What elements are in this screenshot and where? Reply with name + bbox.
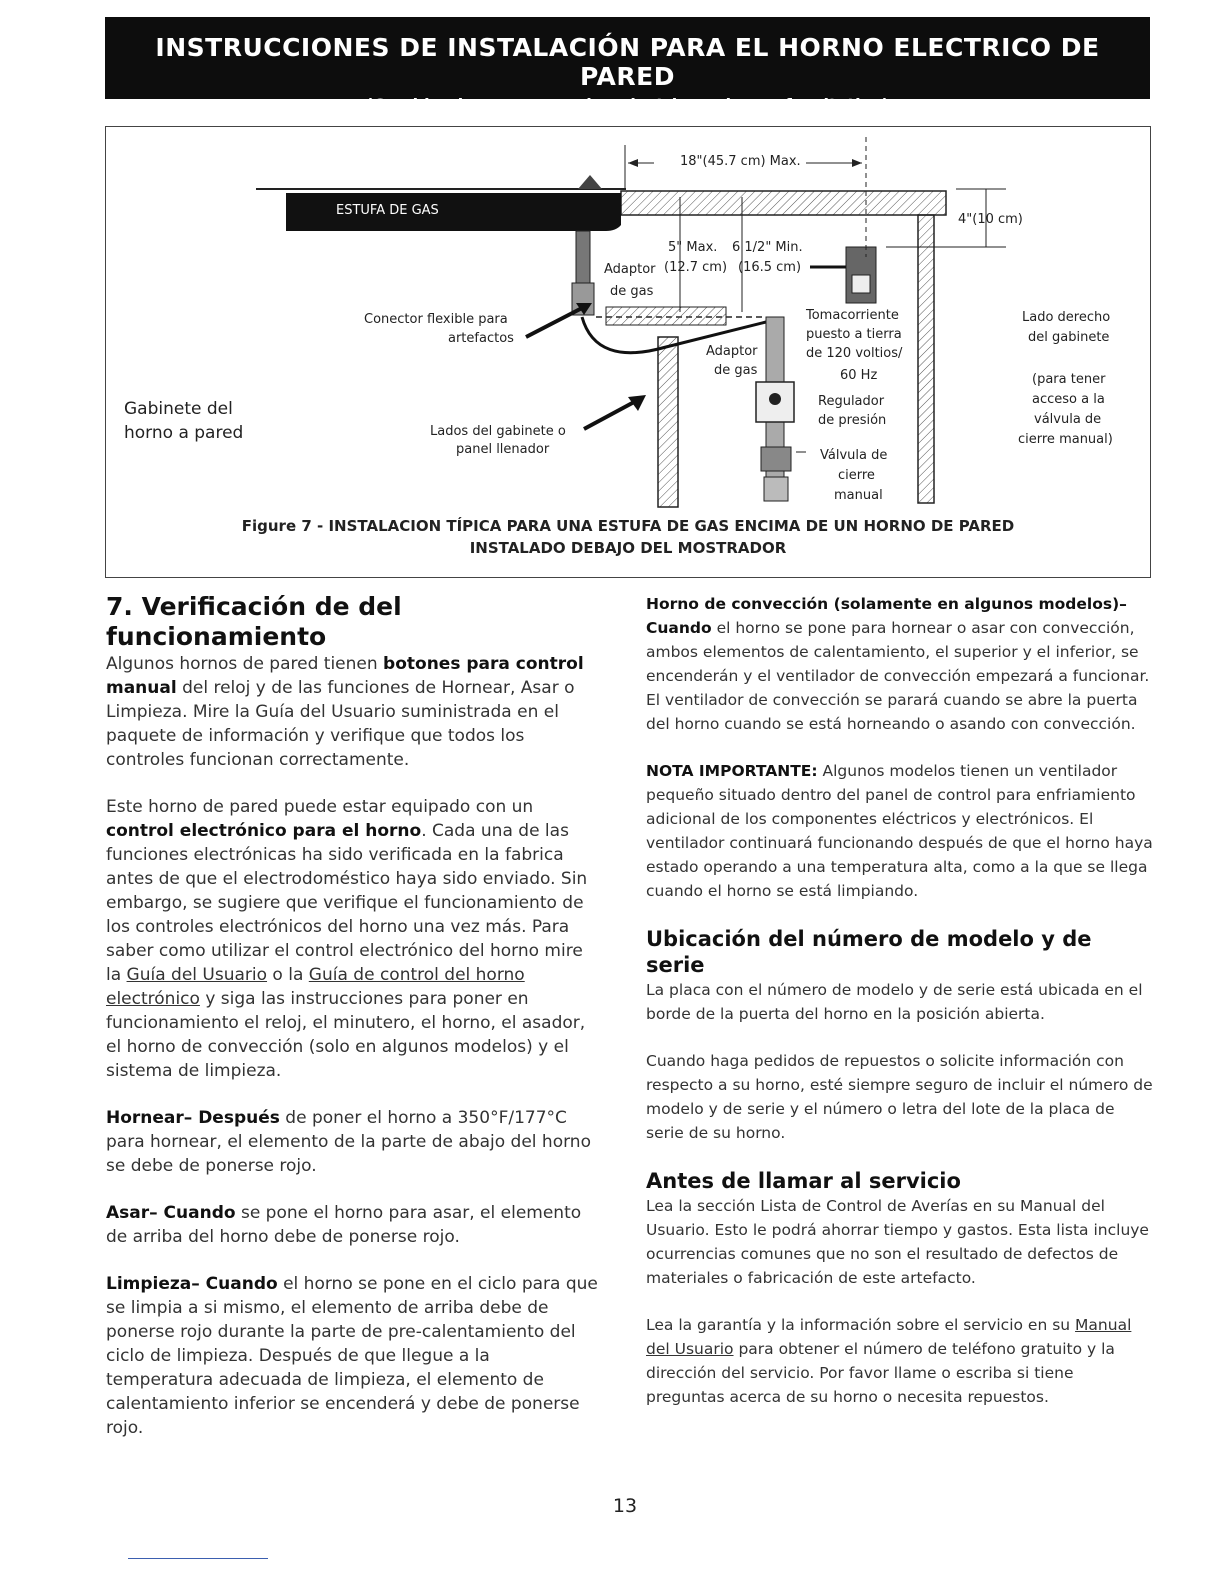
adaptor-mid-label-2: de gas bbox=[714, 363, 758, 378]
left-column bbox=[106, 592, 601, 1463]
connector-label-2: artefactos bbox=[448, 331, 514, 346]
outlet-label-3: de 120 voltios/ bbox=[806, 346, 903, 361]
right-cabinet-wall bbox=[918, 215, 934, 503]
link-electronic-guide: Guía de control del horno electrónico bbox=[106, 965, 525, 1009]
regulator-label-2: de presión bbox=[818, 413, 887, 428]
paragraph-clean: Limpieza– Cuando el horno se pone en el ciclo para que se limpia a si mismo, el elemento de arriba debe de ponerse rojo durante la parte de pre-calentamiento del ciclo de limpieza. Después de que llegue a la temperatura adecuada de limpieza, el elemento de calentamiento inferior se encenderá y debe de ponerse rojo. bbox=[106, 1274, 598, 1438]
dim-5max-cm: (12.7 cm) bbox=[664, 260, 728, 275]
page-header bbox=[105, 17, 1150, 114]
oven-cabinet-label-2: horno a pared bbox=[124, 423, 244, 443]
cabinet-sides-label-2: panel llenador bbox=[456, 442, 550, 457]
paragraph-electronic-control: Este horno de pared puede estar equipado con un control electrónico para el horno. Cada una de las funciones electrónicas ha sido verificada en la fabrica antes de que el electrodoméstico haya sido enviado. Sin embargo, se sugiere que verifique el funcionamiento de los controles electrónicos del horno una vez más. Para saber como utilizar el control electrónico del horno mire la Guía del Usuario o la Guía de control del horno electrónico y siga las instrucciones para poner en funcionamiento el reloj, el minutero, el horno, el asador, el horno de convección (solo en algunos modelos) y el sistema de limpieza. bbox=[106, 797, 588, 1081]
paragraph-important-note: NOTA IMPORTANTE: Algunos modelos tienen un ventilador pequeño situado dentro del panel de control para enfriamiento adicional de los componentes eléctricos y electrónicos. El ventilador continuará funcionando después de que el horno haya estado operando a una temperatura alta, como a la que se llega cuando el horno se está limpiando. bbox=[646, 762, 1153, 900]
connector-label: Conector flexible para bbox=[364, 312, 508, 327]
access-label-3: válvula de bbox=[1034, 412, 1102, 427]
paragraph-troubleshooting: Lea la sección Lista de Control de Averías en su Manual del Usuario. Esto le podrá ahorrar tiempo y gastos. Esta lista incluye ocurrencias comunes que no son el resultado de defectos de materiales o fabricación de este artefacto. bbox=[646, 1197, 1149, 1287]
installation-diagram bbox=[106, 127, 1150, 577]
link-user-manual: Manual del Usuario bbox=[646, 1316, 1132, 1358]
paragraph-model-plate: La placa con el número de modelo y de serie está ubicada en el borde de la puerta del horno en la posición abierta. bbox=[646, 981, 1143, 1023]
paragraph-ordering-parts: Cuando haga pedidos de repuestos o solicite información con respecto a su horno, esté siempre seguro de incluir el número de modelo y de serie y el número o letra del lote de la placa de serie de su horno. bbox=[646, 1052, 1153, 1142]
valve-icon bbox=[761, 447, 791, 471]
pipe-horizontal bbox=[606, 307, 726, 325]
valve-label-2: cierre bbox=[838, 468, 875, 483]
right-side-label-2: del gabinete bbox=[1028, 330, 1110, 345]
adaptor-mid-label: Adaptor bbox=[706, 344, 758, 359]
access-label-2: acceso a la bbox=[1032, 392, 1105, 407]
figure-caption bbox=[106, 515, 1150, 559]
page-number: 13 bbox=[612, 1495, 638, 1517]
cabinet-sides-label-1: Lados del gabinete o bbox=[430, 424, 566, 439]
paragraph-bake: Hornear– Después de poner el horno a 350°F/177°C para hornear, el elemento de la parte de abajo del horno se debe de ponerse rojo. bbox=[106, 1108, 591, 1176]
paragraph-broil: Asar– Cuando se pone el horno para asar, el elemento de arriba del horno debe de ponerse rojo. bbox=[106, 1203, 582, 1247]
section-heading-verification: 7. Verificación de del funcionamiento bbox=[106, 592, 402, 651]
access-label-4: cierre manual) bbox=[1018, 432, 1113, 447]
left-cabinet-side bbox=[658, 337, 678, 507]
dim-5max-label: 5" Max. bbox=[668, 240, 718, 255]
outlet-label-1: Tomacorriente bbox=[806, 308, 899, 323]
caption-line-1: Figure 7 - INSTALACION TÍPICA PARA UNA ESTUFA DE GAS ENCIMA DE UN HORNO DE PARED bbox=[241, 517, 1015, 535]
dim-top-label: 18"(45.7 cm) Max. bbox=[680, 154, 801, 169]
header-title: INSTRUCCIONES DE INSTALACIÓN PARA EL HORNO ELECTRICO DE PARED bbox=[155, 33, 1100, 91]
outlet-label-2: puesto a tierra bbox=[806, 327, 902, 342]
footer-rule bbox=[128, 1558, 268, 1559]
countertop bbox=[621, 191, 946, 215]
right-side-label-1: Lado derecho bbox=[1022, 310, 1111, 325]
dim-right-label: 4"(10 cm) bbox=[958, 212, 1023, 227]
right-column bbox=[646, 592, 1156, 1432]
paragraph-manual-controls: Algunos hornos de pared tienen botones para control manual del reloj y de las funciones de Hornear, Asar o Limpieza. Mire la Guía del Usuario suministrada en el paquete de información y verifique que todos los controles funcionan correctamente. bbox=[106, 654, 584, 770]
caption-line-2: INSTALADO DEBAJO DEL MOSTRADOR bbox=[469, 539, 787, 557]
link-user-guide: Guía del Usuario bbox=[126, 965, 268, 985]
outlet-label-4: 60 Hz bbox=[840, 368, 878, 383]
dim-612min-cm: (16.5 cm) bbox=[738, 260, 802, 275]
adaptor-top-label-2: de gas bbox=[610, 284, 654, 299]
dim-612min-label: 6 1/2" Min. bbox=[732, 240, 803, 255]
stove-label: ESTUFA DE GAS bbox=[336, 203, 439, 218]
section-heading-model-serial: Ubicación del número de modelo y de serie bbox=[646, 927, 1092, 977]
adaptor-top-label: Adaptor bbox=[604, 262, 656, 277]
valve-label-1: Válvula de bbox=[820, 448, 888, 463]
burner-icon bbox=[578, 175, 602, 189]
figure-7 bbox=[105, 126, 1151, 578]
header-subtitle: (Combinado con una cocina electrica o de gas facultativa) bbox=[365, 95, 890, 114]
access-label-1: (para tener bbox=[1032, 372, 1106, 387]
valve-label-3: manual bbox=[834, 488, 883, 503]
oven-cabinet-label-1: Gabinete del bbox=[124, 399, 233, 419]
paragraph-warranty: Lea la garantía y la información sobre el servicio en su Manual del Usuario para obtener el número de teléfono gratuito y la dirección del servicio. Por favor llame o escriba si tiene preguntas acerca de su horno o necesita repuestos. bbox=[646, 1316, 1132, 1406]
paragraph-convection: Horno de convección (solamente en algunos modelos)– Cuando el horno se pone para hornear o asar con convección, ambos elementos de calentamiento, el superior y el inferior, se encenderán y el ventilador de convección empezará a funcionar. El ventilador de convección se parará cuando se abre la puerta del horno cuando se está horneando o asando con convección. bbox=[646, 595, 1150, 733]
regulator-label-1: Regulador bbox=[818, 394, 885, 409]
section-heading-before-service: Antes de llamar al servicio bbox=[646, 1169, 961, 1193]
